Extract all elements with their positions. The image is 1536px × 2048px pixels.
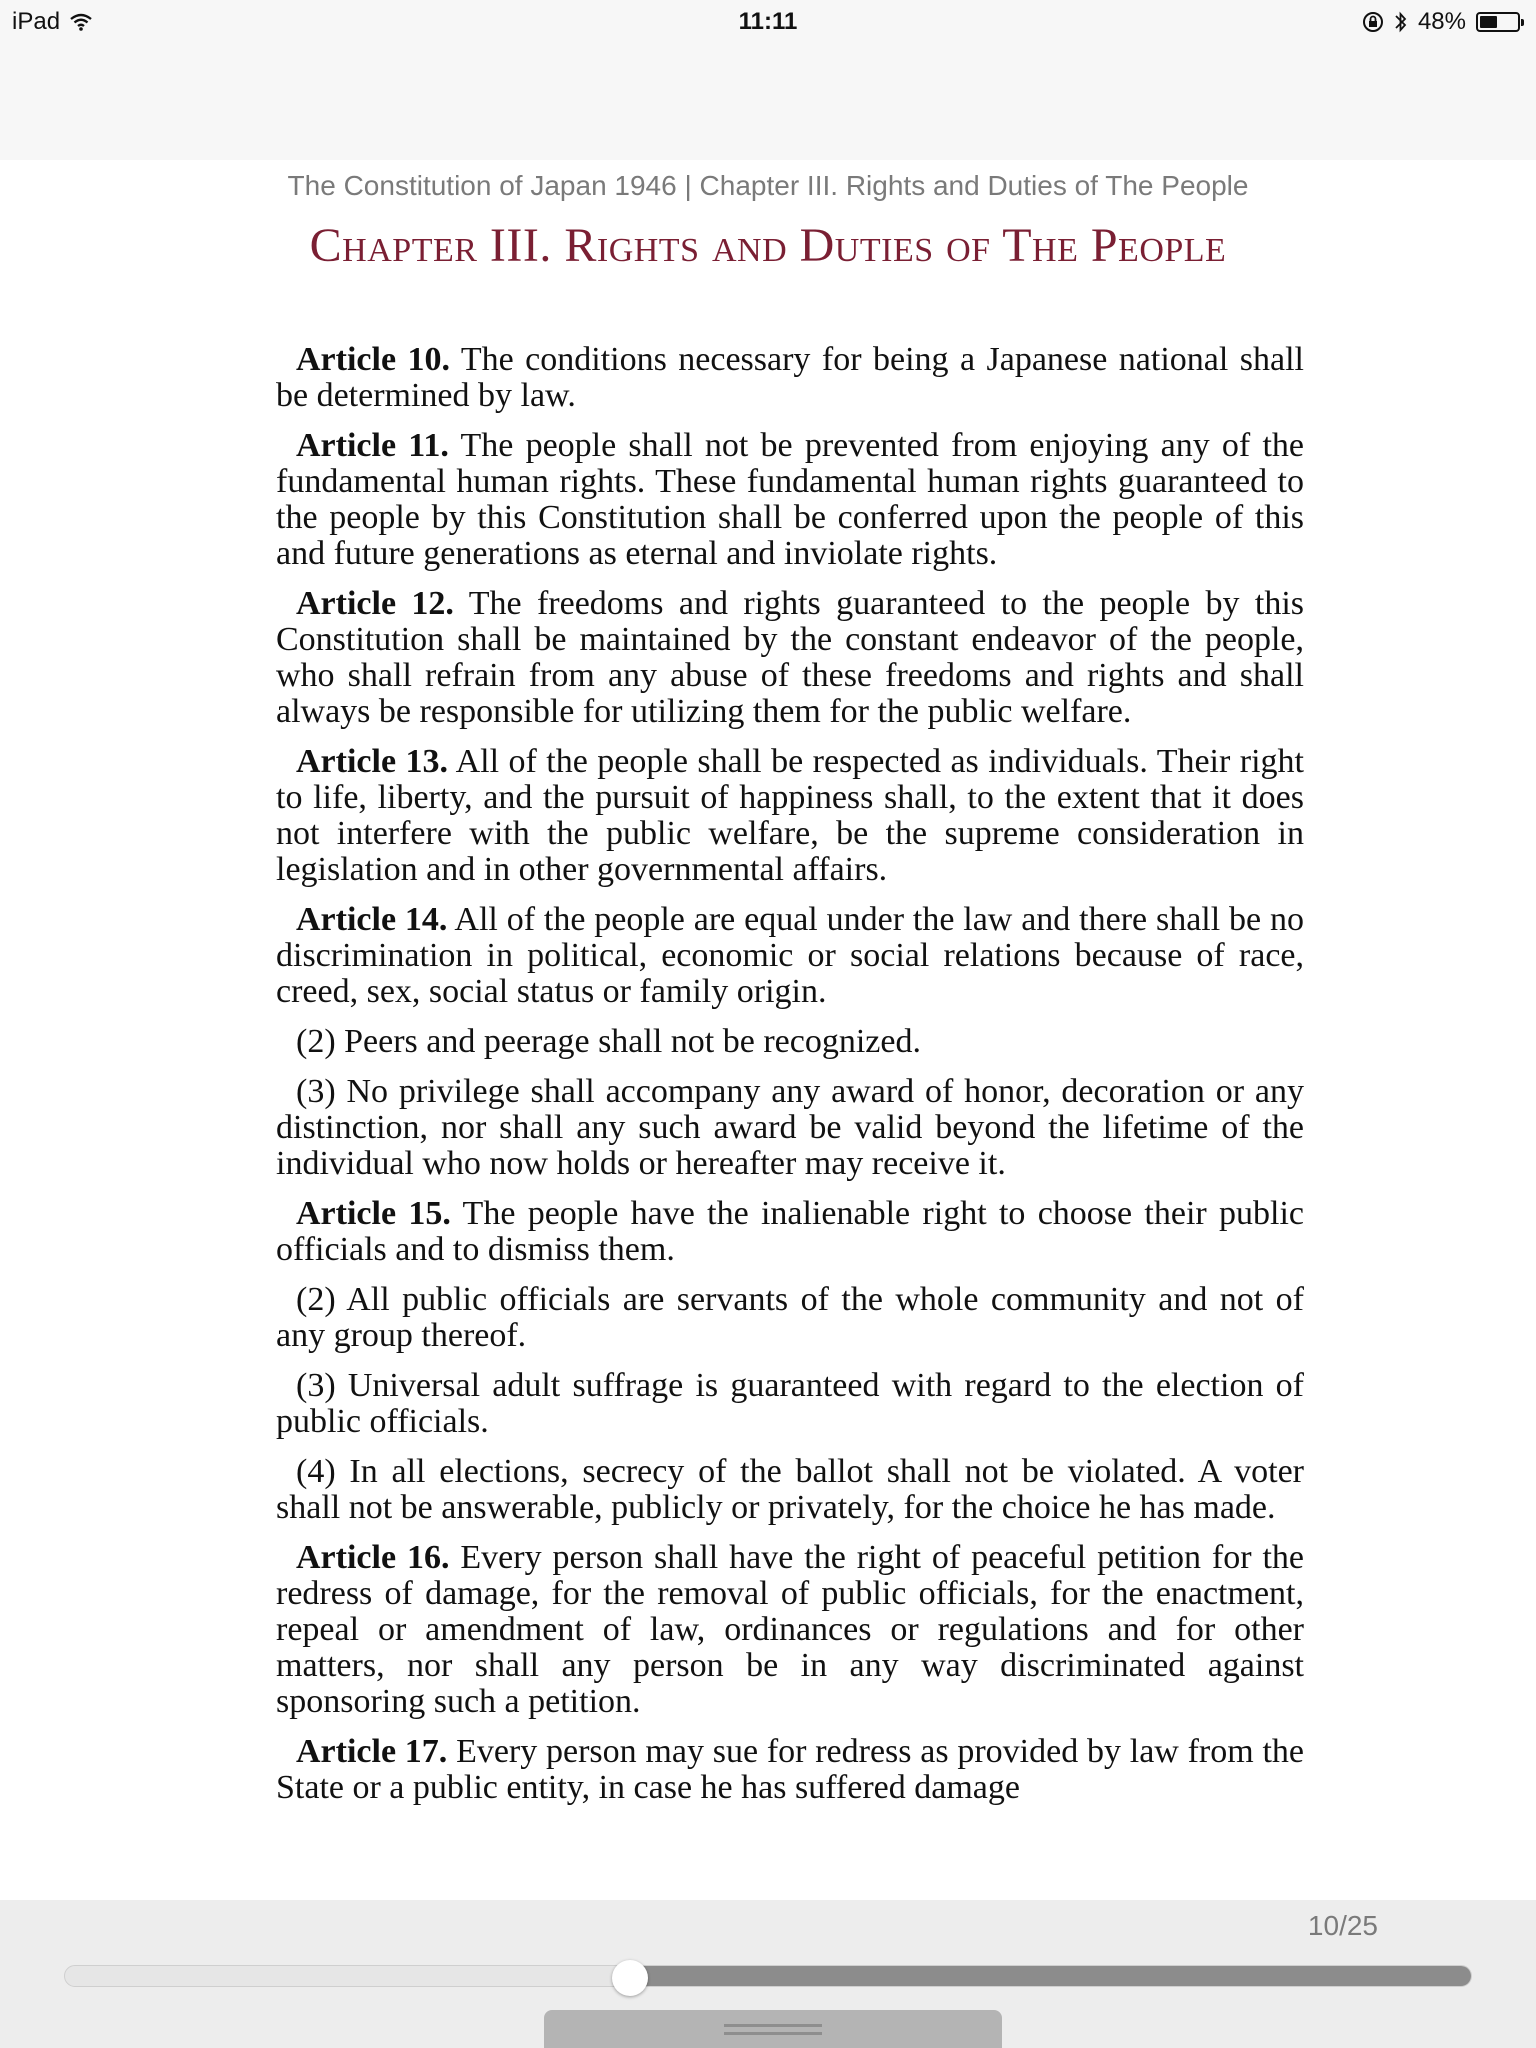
article-clause <box>276 1368 1304 1440</box>
article-text: (2) All public officials are servants of the whole community and not of any group thereof. <box>276 1281 1304 1354</box>
article-text: The people have the inalienable right to choose their public officials and to dismiss them. <box>276 1195 1304 1268</box>
article-text: The people shall not be prevented from enjoying any of the fundamental human rights. These fundamental human rights guaranteed to the people by this Constitution shall be conferred upon the people of this and future generations as eternal and inviolate rights. <box>276 427 1304 572</box>
status-time: 11:11 <box>738 8 798 35</box>
article-number: Article 12. <box>296 585 454 622</box>
article-text: Every person shall have the right of peaceful petition for the redress of damage, for the removal of public officials, for the enactment, repeal or amendment of law, ordinances or regulations and for other matters, nor shall any person be in any way discriminated against sponsoring such a petition. <box>276 1539 1304 1720</box>
article-number: Article 10. <box>296 342 450 378</box>
article-clause <box>276 1024 1304 1060</box>
device-name: iPad <box>12 8 61 35</box>
article-text: All of the people shall be respected as individuals. Their right to life, liberty, and the pursuit of happiness shall, to the extent that it does not interfere with the public welfare, be the supreme consideration in legislation and in other governmental affairs. <box>276 743 1304 888</box>
article-text: (3) Universal adult suffrage is guaranteed with regard to the election of public officials. <box>276 1367 1304 1440</box>
article-paragraph <box>276 586 1304 730</box>
bluetooth-icon <box>1394 10 1408 34</box>
page-scrubber-track[interactable] <box>64 1965 1472 1987</box>
article-paragraph <box>276 1734 1304 1806</box>
page-scrubber-thumb[interactable] <box>612 1960 648 1996</box>
article-text: (2) Peers and peerage shall not be recognized. <box>296 1023 921 1060</box>
article-text: The conditions necessary for being a Japanese national shall be determined by law. <box>276 342 1304 414</box>
article-clause <box>276 1074 1304 1182</box>
article-text: (3) No privilege shall accompany any award of honor, decoration or any distinction, nor shall any such award be valid beyond the lifetime of the individual who now holds or hereafter may receive it. <box>276 1073 1304 1182</box>
battery-fill <box>1480 16 1497 28</box>
article-paragraph <box>276 342 1304 414</box>
article-number: Article 15. <box>296 1195 451 1232</box>
article-clause <box>276 1282 1304 1354</box>
battery-icon <box>1476 12 1520 32</box>
battery-tip <box>1521 19 1524 26</box>
article-text: All of the people are equal under the law and there shall be no discrimination in political, economic or social relations because of race, creed, sex, social status or family origin. <box>276 901 1304 1010</box>
article-paragraph <box>276 744 1304 888</box>
page-indicator: 10/25 <box>1307 1910 1378 1941</box>
status-right <box>1362 8 1520 36</box>
article-paragraph <box>276 1540 1304 1720</box>
article-number: Article 13. <box>296 743 449 780</box>
chapter-title: Chapter III. Rights and Duties of The People <box>309 219 1227 272</box>
article-number: Article 17. <box>296 1733 448 1770</box>
article-paragraph <box>276 428 1304 572</box>
article-number: Article 11. <box>296 427 449 464</box>
drawer-handle[interactable] <box>544 2010 1002 2048</box>
article-number: Article 16. <box>296 1539 450 1576</box>
article-text: The freedoms and rights guaranteed to the people by this Constitution shall be maintained by the constant endeavor of the people, who shall refrain from any abuse of these freedoms and rights and shall always be responsible for utilizing them for the public welfare. <box>276 585 1304 730</box>
top-toolbar-area[interactable] <box>0 44 1536 160</box>
article-text: Every person may sue for redress as provided by law from the State or a public entity, in case he has suffered damage <box>276 1733 1304 1806</box>
running-header: The Constitution of Japan 1946 | Chapter III. Rights and Duties of The People <box>287 170 1249 201</box>
battery-percent: 48% <box>1417 8 1466 35</box>
book-page-body[interactable] <box>276 342 1304 1850</box>
article-paragraph <box>276 902 1304 1010</box>
status-bar <box>0 0 1536 44</box>
page-scrubber-remaining <box>631 1966 1471 1986</box>
article-number: Article 14. <box>296 901 448 938</box>
article-clause <box>276 1454 1304 1526</box>
article-paragraph <box>276 1196 1304 1268</box>
grip-icon <box>724 2024 822 2027</box>
article-text: (4) In all elections, secrecy of the ballot shall not be violated. A voter shall not be answerable, publicly or privately, for the choice he has made. <box>276 1453 1304 1526</box>
orientation-lock-icon <box>1362 11 1384 33</box>
